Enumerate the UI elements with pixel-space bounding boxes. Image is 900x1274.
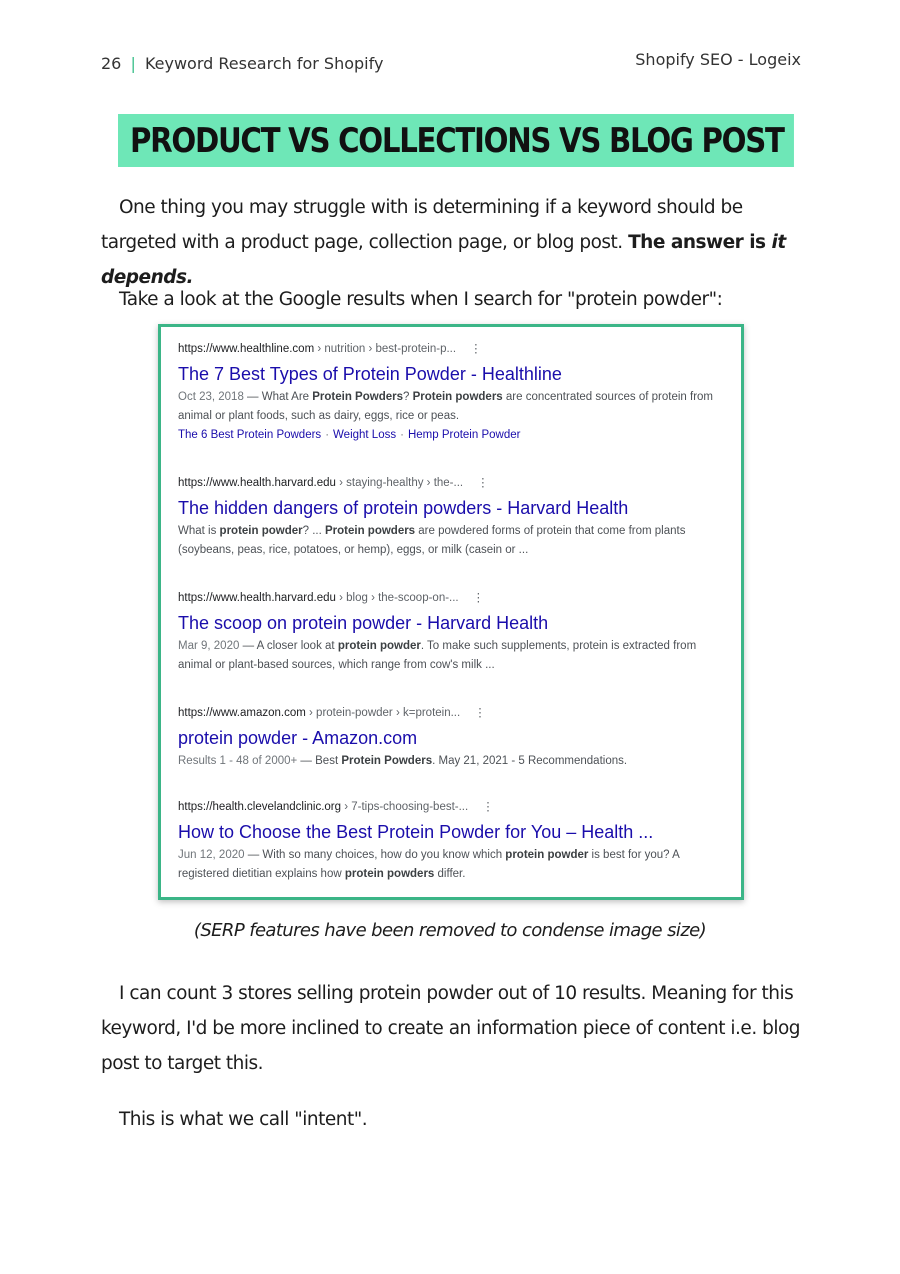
analysis-paragraph: I can count 3 stores selling protein powder out of 10 results. Meaning for this keyword, I'd be more inclined to create an information piece of content i.e. blog post to target this.	[101, 983, 801, 1074]
snippet-text: are concentrated sources of protein from animal or plant foods, such as dairy, eggs, rice or peas.	[178, 391, 714, 422]
serp-screenshot	[158, 324, 744, 900]
result-domain: https://www.health.harvard.edu	[178, 592, 336, 604]
snippet-text: — With so many choices, how do you know which	[244, 849, 506, 861]
snippet-text: ?	[403, 391, 413, 403]
result-title-link[interactable]: protein powder - Amazon.com	[178, 728, 418, 748]
snippet-text: is best for you? A registered dietitian explains how	[178, 849, 680, 880]
more-options-icon[interactable]: ⋮	[482, 801, 494, 813]
more-options-icon[interactable]: ⋮	[477, 477, 489, 489]
result-date: Results 1 - 48 of 2000+	[178, 755, 298, 767]
result-path: › 7-tips-choosing-best-...	[341, 801, 469, 813]
result-url	[178, 705, 733, 721]
snippet-text: — What Are	[243, 391, 313, 403]
serp-result	[178, 341, 733, 445]
intent-paragraph: This is what we call "intent".	[119, 1109, 368, 1130]
search-intro-paragraph: Take a look at the Google results when I search for "protein powder":	[119, 289, 723, 310]
page-header	[101, 50, 801, 80]
result-snippet	[178, 846, 733, 884]
snippet-text: ? ...	[302, 525, 325, 537]
header-left	[101, 54, 383, 73]
result-url	[178, 799, 733, 815]
result-title-link[interactable]: The scoop on protein powder - Harvard Health	[178, 613, 549, 633]
result-path: › staying-healthy › the-...	[335, 477, 464, 489]
snippet-bold: Protein Powders	[341, 755, 433, 767]
result-path: › protein-powder › k=protein...	[305, 707, 461, 719]
result-date: Jun 12, 2020	[178, 849, 245, 861]
result-domain: https://health.clevelandclinic.org	[178, 801, 342, 813]
snippet-bold: protein powders	[344, 868, 435, 880]
more-options-icon[interactable]: ⋮	[474, 707, 486, 719]
image-caption: (SERP features have been removed to condense image size)	[193, 920, 707, 941]
snippet-text: — A closer look at	[239, 640, 338, 652]
result-date: Oct 23, 2018	[178, 391, 244, 403]
result-snippet	[178, 388, 733, 426]
result-title-link[interactable]: The 7 Best Types of Protein Powder - Healthline	[178, 364, 562, 384]
intro-paragraph	[101, 190, 801, 295]
result-domain: https://www.health.harvard.edu	[178, 477, 336, 489]
intro-bold-italic-text: it depends.	[101, 232, 786, 288]
serp-result	[178, 475, 733, 560]
book-title: Shopify SEO - Logeix	[635, 50, 801, 69]
sitelink[interactable]: Weight Loss	[333, 429, 397, 441]
header-separator: |	[130, 54, 136, 73]
result-domain: https://www.amazon.com	[178, 707, 306, 719]
snippet-bold: protein powder	[337, 640, 421, 652]
result-date: Mar 9, 2020	[178, 640, 240, 652]
sitelinks	[178, 426, 733, 445]
sitelink[interactable]: The 6 Best Protein Powders	[178, 429, 322, 441]
result-url	[178, 475, 733, 491]
intro-bold-text: The answer is	[628, 232, 772, 253]
sitelink-separator: ·	[325, 429, 330, 441]
snippet-bold: Protein powders	[324, 525, 416, 537]
chapter-title: Keyword Research for Shopify	[144, 54, 384, 73]
snippet-text: . May 21, 2021 - 5 Recommendations.	[432, 755, 628, 767]
result-url	[178, 590, 733, 606]
result-path: › blog › the-scoop-on-...	[335, 592, 459, 604]
result-snippet	[178, 752, 733, 771]
serp-result	[178, 590, 733, 675]
serp-result	[178, 705, 733, 771]
snippet-bold: Protein powders	[412, 391, 503, 403]
serp-result	[178, 799, 733, 884]
more-options-icon[interactable]: ⋮	[470, 343, 482, 355]
result-domain: https://www.healthline.com	[178, 343, 315, 355]
section-title: PRODUCT VS COLLECTIONS VS BLOG POST	[118, 114, 794, 167]
result-snippet	[178, 637, 733, 675]
result-url	[178, 341, 733, 357]
snippet-text: . To make such supplements, protein is extracted from animal or plant-based sources, which range from cow's milk ...	[178, 640, 697, 671]
more-options-icon[interactable]: ⋮	[472, 592, 485, 604]
snippet-bold: Protein Powders	[312, 391, 403, 403]
page-number: 26	[101, 54, 122, 73]
snippet-text: are powdered forms of protein that come from plants (soybeans, peas, rice, potatoes, or hemp), eggs, or milk (casein or ...	[178, 525, 686, 556]
snippet-text: What is	[178, 525, 220, 537]
sitelink[interactable]: Hemp Protein Powder	[407, 429, 521, 441]
result-path: › nutrition › best-protein-p...	[314, 343, 457, 355]
result-title-link[interactable]: How to Choose the Best Protein Powder for You – Health ...	[178, 822, 654, 842]
result-snippet	[178, 522, 733, 560]
result-title-link[interactable]: The hidden dangers of protein powders - Harvard Health	[178, 498, 629, 518]
snippet-text: differ.	[434, 868, 466, 880]
snippet-bold: protein powder	[505, 849, 589, 861]
snippet-text: — Best	[297, 755, 342, 767]
intro-text: One thing you may struggle with is determining if a keyword should be targeted with a product page, collection page, or blog post.	[101, 197, 743, 253]
sitelink-separator: ·	[400, 429, 404, 441]
snippet-bold: protein powder	[219, 525, 303, 537]
